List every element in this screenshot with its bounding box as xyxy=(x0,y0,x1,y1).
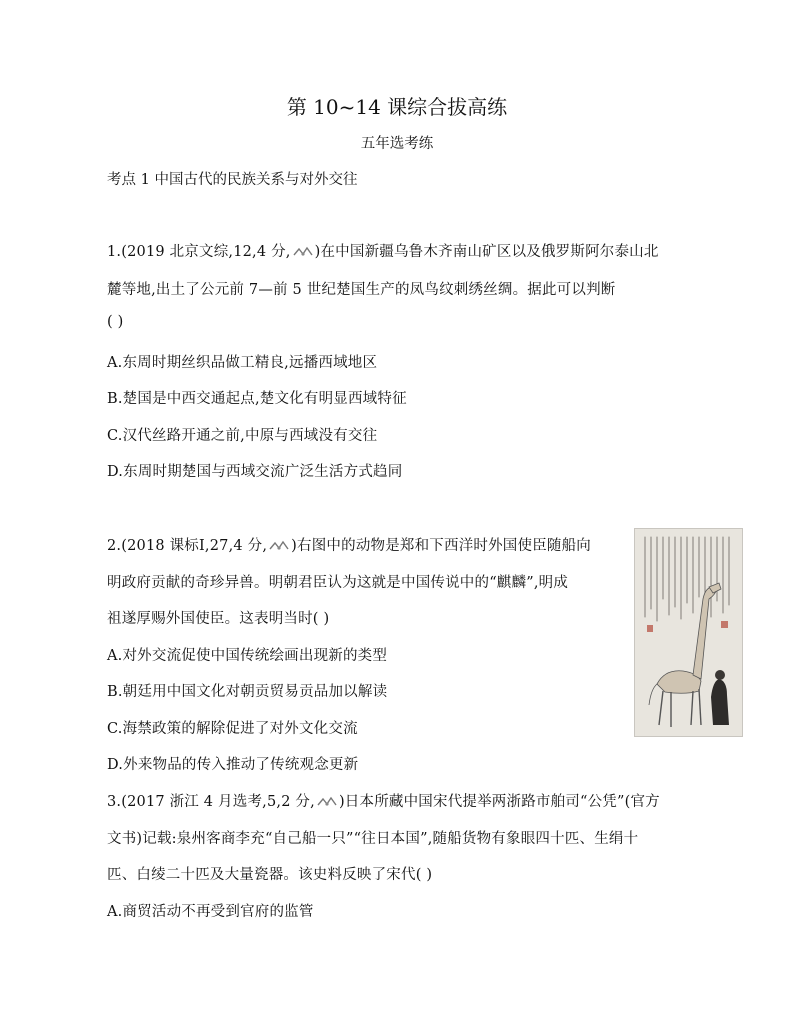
question-2-option-a: A.对外交流促使中国传统绘画出现新的类型 xyxy=(107,648,388,664)
question-2-option-d: D.外来物品的传入推动了传统观念更新 xyxy=(107,757,359,773)
question-3-stem-line-2: 文书)记载:泉州客商李充“自己船一只”“往日本国”,随船货物有象眼四十匹、生绢十 xyxy=(107,831,639,847)
question-3-stem-text: )日本所藏中国宋代提举两浙路市舶司“公凭”(官方 xyxy=(338,794,660,810)
difficulty-star-icon xyxy=(292,246,314,258)
giraffe-painting-image xyxy=(634,528,743,737)
page-title: 第 10~14 课综合拔高练 xyxy=(286,95,508,119)
question-2-stem-text: )右图中的动物是郑和下西洋时外国使臣随船向 xyxy=(291,538,592,554)
question-1-answer-blank: ( ) xyxy=(107,314,124,330)
question-1-stem-text: )在中国新疆乌鲁木齐南山矿区以及俄罗斯阿尔泰山北 xyxy=(314,244,659,260)
question-1-source: 1.(2019 北京文综,12,4 分, xyxy=(107,244,291,260)
page-subtitle: 五年选考练 xyxy=(360,136,434,152)
question-1-option-a: A.东周时期丝织品做工精良,远播西域地区 xyxy=(107,355,378,371)
question-1-stem-line-1 xyxy=(107,240,659,261)
question-1-option-b: B.楚国是中西交通起点,楚文化有明显西域特征 xyxy=(107,391,407,407)
question-3-source: 3.(2017 浙江 4 月选考,5,2 分, xyxy=(107,794,315,810)
question-2-option-b: B.朝廷用中国文化对朝贡贸易贡品加以解读 xyxy=(107,684,388,700)
question-1-option-c: C.汉代丝路开通之前,中原与西域没有交往 xyxy=(107,428,378,444)
question-2-source: 2.(2018 课标Ⅰ,27,4 分, xyxy=(107,538,268,554)
question-3-stem-line-1 xyxy=(107,790,660,811)
question-2-stem-line-3: 祖遂厚赐外国使臣。这表明当时( ) xyxy=(107,611,330,627)
difficulty-star-icon xyxy=(268,540,290,552)
question-3-stem-line-3: 匹、白绫二十匹及大量瓷器。该史料反映了宋代( ) xyxy=(107,867,433,883)
question-1-option-d: D.东周时期楚国与西域交流广泛生活方式趋同 xyxy=(107,464,403,480)
question-3-option-a: A.商贸活动不再受到官府的监管 xyxy=(107,904,314,920)
question-1-stem-line-2: 麓等地,出土了公元前 7—前 5 世纪楚国生产的凤鸟纹刺绣丝绸。据此可以判断 xyxy=(107,282,616,298)
question-2-stem-line-1 xyxy=(107,534,591,555)
section-heading: 考点 1 中国古代的民族关系与对外交往 xyxy=(107,172,358,188)
question-2-stem-line-2: 明政府贡献的奇珍异兽。明朝君臣认为这就是中国传说中的“麒麟”,明成 xyxy=(107,575,569,591)
difficulty-star-icon xyxy=(316,796,338,808)
question-2-option-c: C.海禁政策的解除促进了对外文化交流 xyxy=(107,721,358,737)
